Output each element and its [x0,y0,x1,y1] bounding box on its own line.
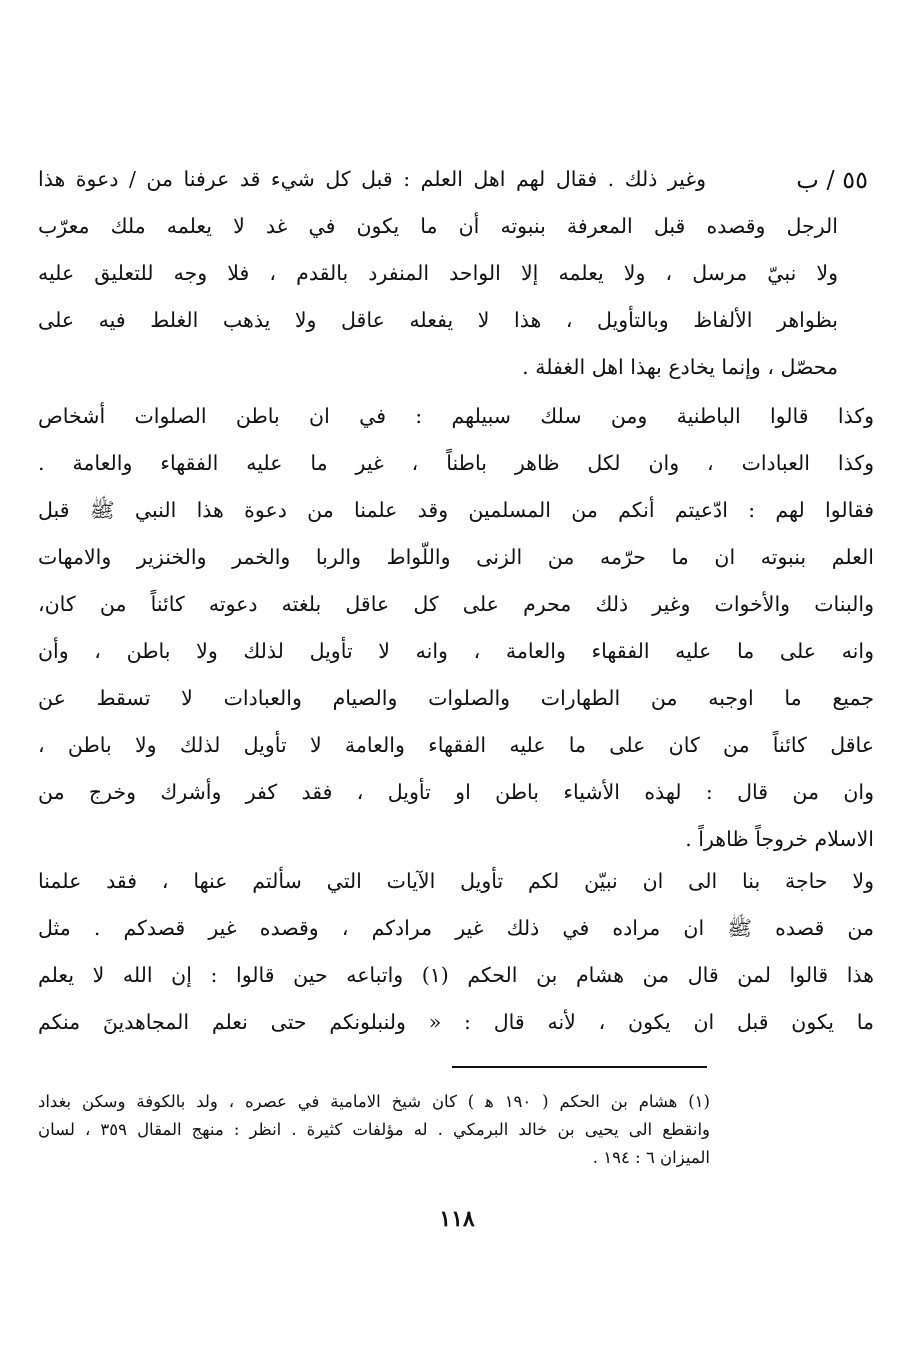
text-line: وكذا العبادات ، وان لكل ظاهر باطناً ، غير ما عليه الفقهاء والعامة . [38,451,874,475]
text-line: وكذا قالوا الباطنية ومن سلك سبيلهم : في ان باطن الصلوات أشخاص [38,404,874,428]
text-line: من قصده ﷺ ان مراده في ذلك غير مرادكم ، وقصده غير قصدكم . مثل [38,916,874,940]
text-line: محصّل ، وإنما يخادع بهذا اهل الغفلة . [522,355,838,379]
text-line: العلم بنبوته ان ما حرّمه من الزنى واللّواط والربا والخمر والخنزير والامهات [38,545,874,569]
paragraph-3 [38,858,874,1046]
text-line: الاسلام خروجاً ظاهراً . [685,827,874,851]
folio-margin-note: ٥٥ / ب [796,166,868,194]
footnote-line: وانقطع الى يحيى بن خالد البرمكي . له مؤلفات كثيرة . انظر : منهج المقال ٣٥٩ ، لسان [38,1120,710,1139]
text-line: بظواهر الألفاظ وبالتأويل ، هذا لا يفعله عاقل ولا يذهب الغلط فيه على [38,308,838,332]
text-line: وان من قال : لهذه الأشياء باطن او تأويل ، فقد كفر وأشرك وخرج من [38,780,874,804]
text-line: الرجل وقصده قبل المعرفة بنبوته أن ما يكون في غد لا يعلمه ملك معرّب [38,214,838,238]
text-line: ولا حاجة بنا الى ان نبيّن لكم تأويل الآيات التي سألتم عنها ، فقد علمنا [38,869,874,893]
footnote-separator [452,1066,707,1068]
text-line: جميع ما اوجبه من الطهارات والصلوات والصيام والعبادات لا تسقط عن [38,686,874,710]
text-line: عاقل كائناً من كان على ما عليه الفقهاء والعامة لا تأويل لذلك ولا باطن ، [38,733,874,757]
paragraph-2 [38,393,874,863]
footnote-line: الميزان ٦ : ١٩٤ . [592,1148,710,1167]
text-line: وانه على ما عليه الفقهاء والعامة ، وانه لا تأويل لذلك ولا باطن ، وأن [38,639,874,663]
paragraph-1 [38,156,838,391]
text-line: وغير ذلك . فقال لهم اهل العلم : قبل كل شيء قد عرفنا من / دعوة هذا [38,167,706,191]
text-line: ما يكون قبل ان يكون ، لأنه قال : « ولنبلونكم حتى نعلم المجاهدينَ منكم [38,1010,874,1034]
text-line: هذا قالوا لمن قال من هشام بن الحكم (١) واتباعه حين قالوا : إن الله لا يعلم [38,963,874,987]
text-line: ولا نبيّ مرسل ، ولا يعلمه إلا الواحد المنفرد بالقدم ، فلا وجه للتعليق عليه [38,261,838,285]
page-number: ١١٨ [439,1206,475,1232]
footnote [38,1088,710,1172]
text-line: والبنات والأخوات وغير ذلك محرم على كل عاقل بلغته دعوته كائناً من كان، [38,592,874,616]
text-line: فقالوا لهم : ادّعيتم أنكم من المسلمين وقد علمنا من دعوة هذا النبي ﷺ قبل [38,498,874,522]
footnote-line: (١) هشام بن الحكم ( ١٩٠ ﻫ ) كان شيخ الامامية في عصره ، ولد بالكوفة وسكن بغداد [38,1092,710,1111]
